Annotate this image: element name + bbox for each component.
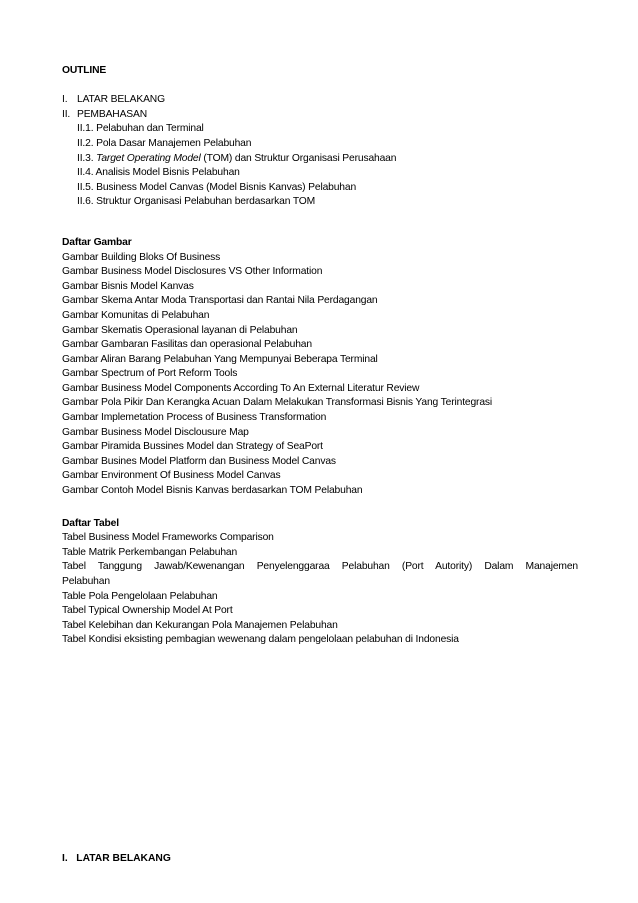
- outline-subsection: II.1. Pelabuhan dan Terminal: [77, 123, 204, 135]
- subsection-prefix: II.3.: [77, 152, 97, 164]
- list-item: Tabel Business Model Frameworks Comparison: [62, 532, 274, 544]
- list-item: Gambar Business Model Components According To An External Literatur Review: [62, 382, 420, 394]
- section-number: I.: [62, 94, 68, 106]
- list-item: Gambar Spectrum of Port Reform Tools: [62, 368, 238, 380]
- document-page: [62, 64, 578, 648]
- outline-subsection: II.5. Business Model Canvas (Model Bisnis Kanvas) Pelabuhan: [77, 181, 357, 193]
- list-item: Table Pola Pengelolaan Pelabuhan: [62, 590, 218, 602]
- list-item: Gambar Skema Antar Moda Transportasi dan Rantai Nila Perdagangan: [62, 295, 378, 307]
- spacer: [62, 499, 578, 517]
- list-item: Gambar Aliran Barang Pelabuhan Yang Mempunyai Beberapa Terminal: [62, 353, 378, 365]
- outline-subsection: II.6. Struktur Organisasi Pelabuhan berdasarkan TOM: [77, 196, 316, 208]
- list-item: Tabel Typical Ownership Model At Port: [62, 605, 233, 617]
- outline-section-1: [62, 93, 578, 108]
- outline-section-2: [62, 108, 578, 123]
- outline-subsection: II.4. Analisis Model Bisnis Pelabuhan: [77, 167, 240, 179]
- list-item: Gambar Busines Model Platform dan Business Model Canvas: [62, 455, 336, 467]
- list-item-continuation: Pelabuhan: [62, 576, 110, 587]
- list-item: Gambar Bisnis Model Kanvas: [62, 280, 194, 292]
- daftar-gambar-list: [62, 251, 578, 499]
- list-item: Tabel Kondisi eksisting pembagian wewenang dalam pengelolaan pelabuhan di Indonesia: [62, 634, 459, 646]
- list-item: Gambar Piramida Bussines Model dan Strategy of SeaPort: [62, 441, 323, 453]
- list-item: Gambar Business Model Disclosures VS Other Information: [62, 266, 323, 278]
- section-title: LATAR BELAKANG: [77, 94, 165, 106]
- section-number: II.: [62, 108, 71, 120]
- outline-subsection: II.2. Pola Dasar Manajemen Pelabuhan: [77, 137, 252, 149]
- list-item: Gambar Pola Pikir Dan Kerangka Acuan Dalam Melakukan Transformasi Bisnis Yang Terintegrasi: [62, 397, 493, 409]
- list-item: Tabel Tanggung Jawab/Kewenangan Penyelenggaraa Pelabuhan (Port Autority) Dalam Manajemen: [62, 561, 578, 573]
- outline-heading: OUTLINE: [62, 65, 107, 76]
- subsection-suffix: (TOM) dan Struktur Organisasi Perusahaan: [200, 152, 397, 164]
- list-item: Gambar Contoh Model Bisnis Kanvas berdasarkan TOM Pelabuhan: [62, 485, 363, 497]
- list-item: Gambar Gambaran Fasilitas dan operasional Pelabuhan: [62, 339, 312, 351]
- daftar-tabel-list: [62, 531, 578, 648]
- list-item: Gambar Business Model Disclousure Map: [62, 426, 249, 438]
- section-heading-latar-belakang: I. LATAR BELAKANG: [62, 853, 171, 864]
- daftar-tabel-heading: Daftar Tabel: [62, 517, 119, 529]
- list-item: Gambar Building Bloks Of Business: [62, 251, 221, 263]
- list-item: Gambar Implemetation Process of Business Transformation: [62, 412, 327, 424]
- section-title: PEMBAHASAN: [77, 108, 148, 120]
- spacer: [62, 79, 578, 94]
- spacer: [62, 228, 578, 236]
- list-item: Gambar Environment Of Business Model Canvas: [62, 470, 281, 482]
- list-item: Gambar Skematis Operasional layanan di Pelabuhan: [62, 324, 298, 336]
- list-item: Tabel Kelebihan dan Kekurangan Pola Manajemen Pelabuhan: [62, 619, 338, 631]
- subsection-italic: Target Operating Model: [96, 152, 201, 164]
- list-item: Table Matrik Perkembangan Pelabuhan: [62, 546, 238, 558]
- list-item: Gambar Komunitas di Pelabuhan: [62, 309, 210, 321]
- outline-subsection: [62, 152, 578, 167]
- daftar-gambar-heading: Daftar Gambar: [62, 236, 132, 248]
- spacer: [62, 210, 578, 228]
